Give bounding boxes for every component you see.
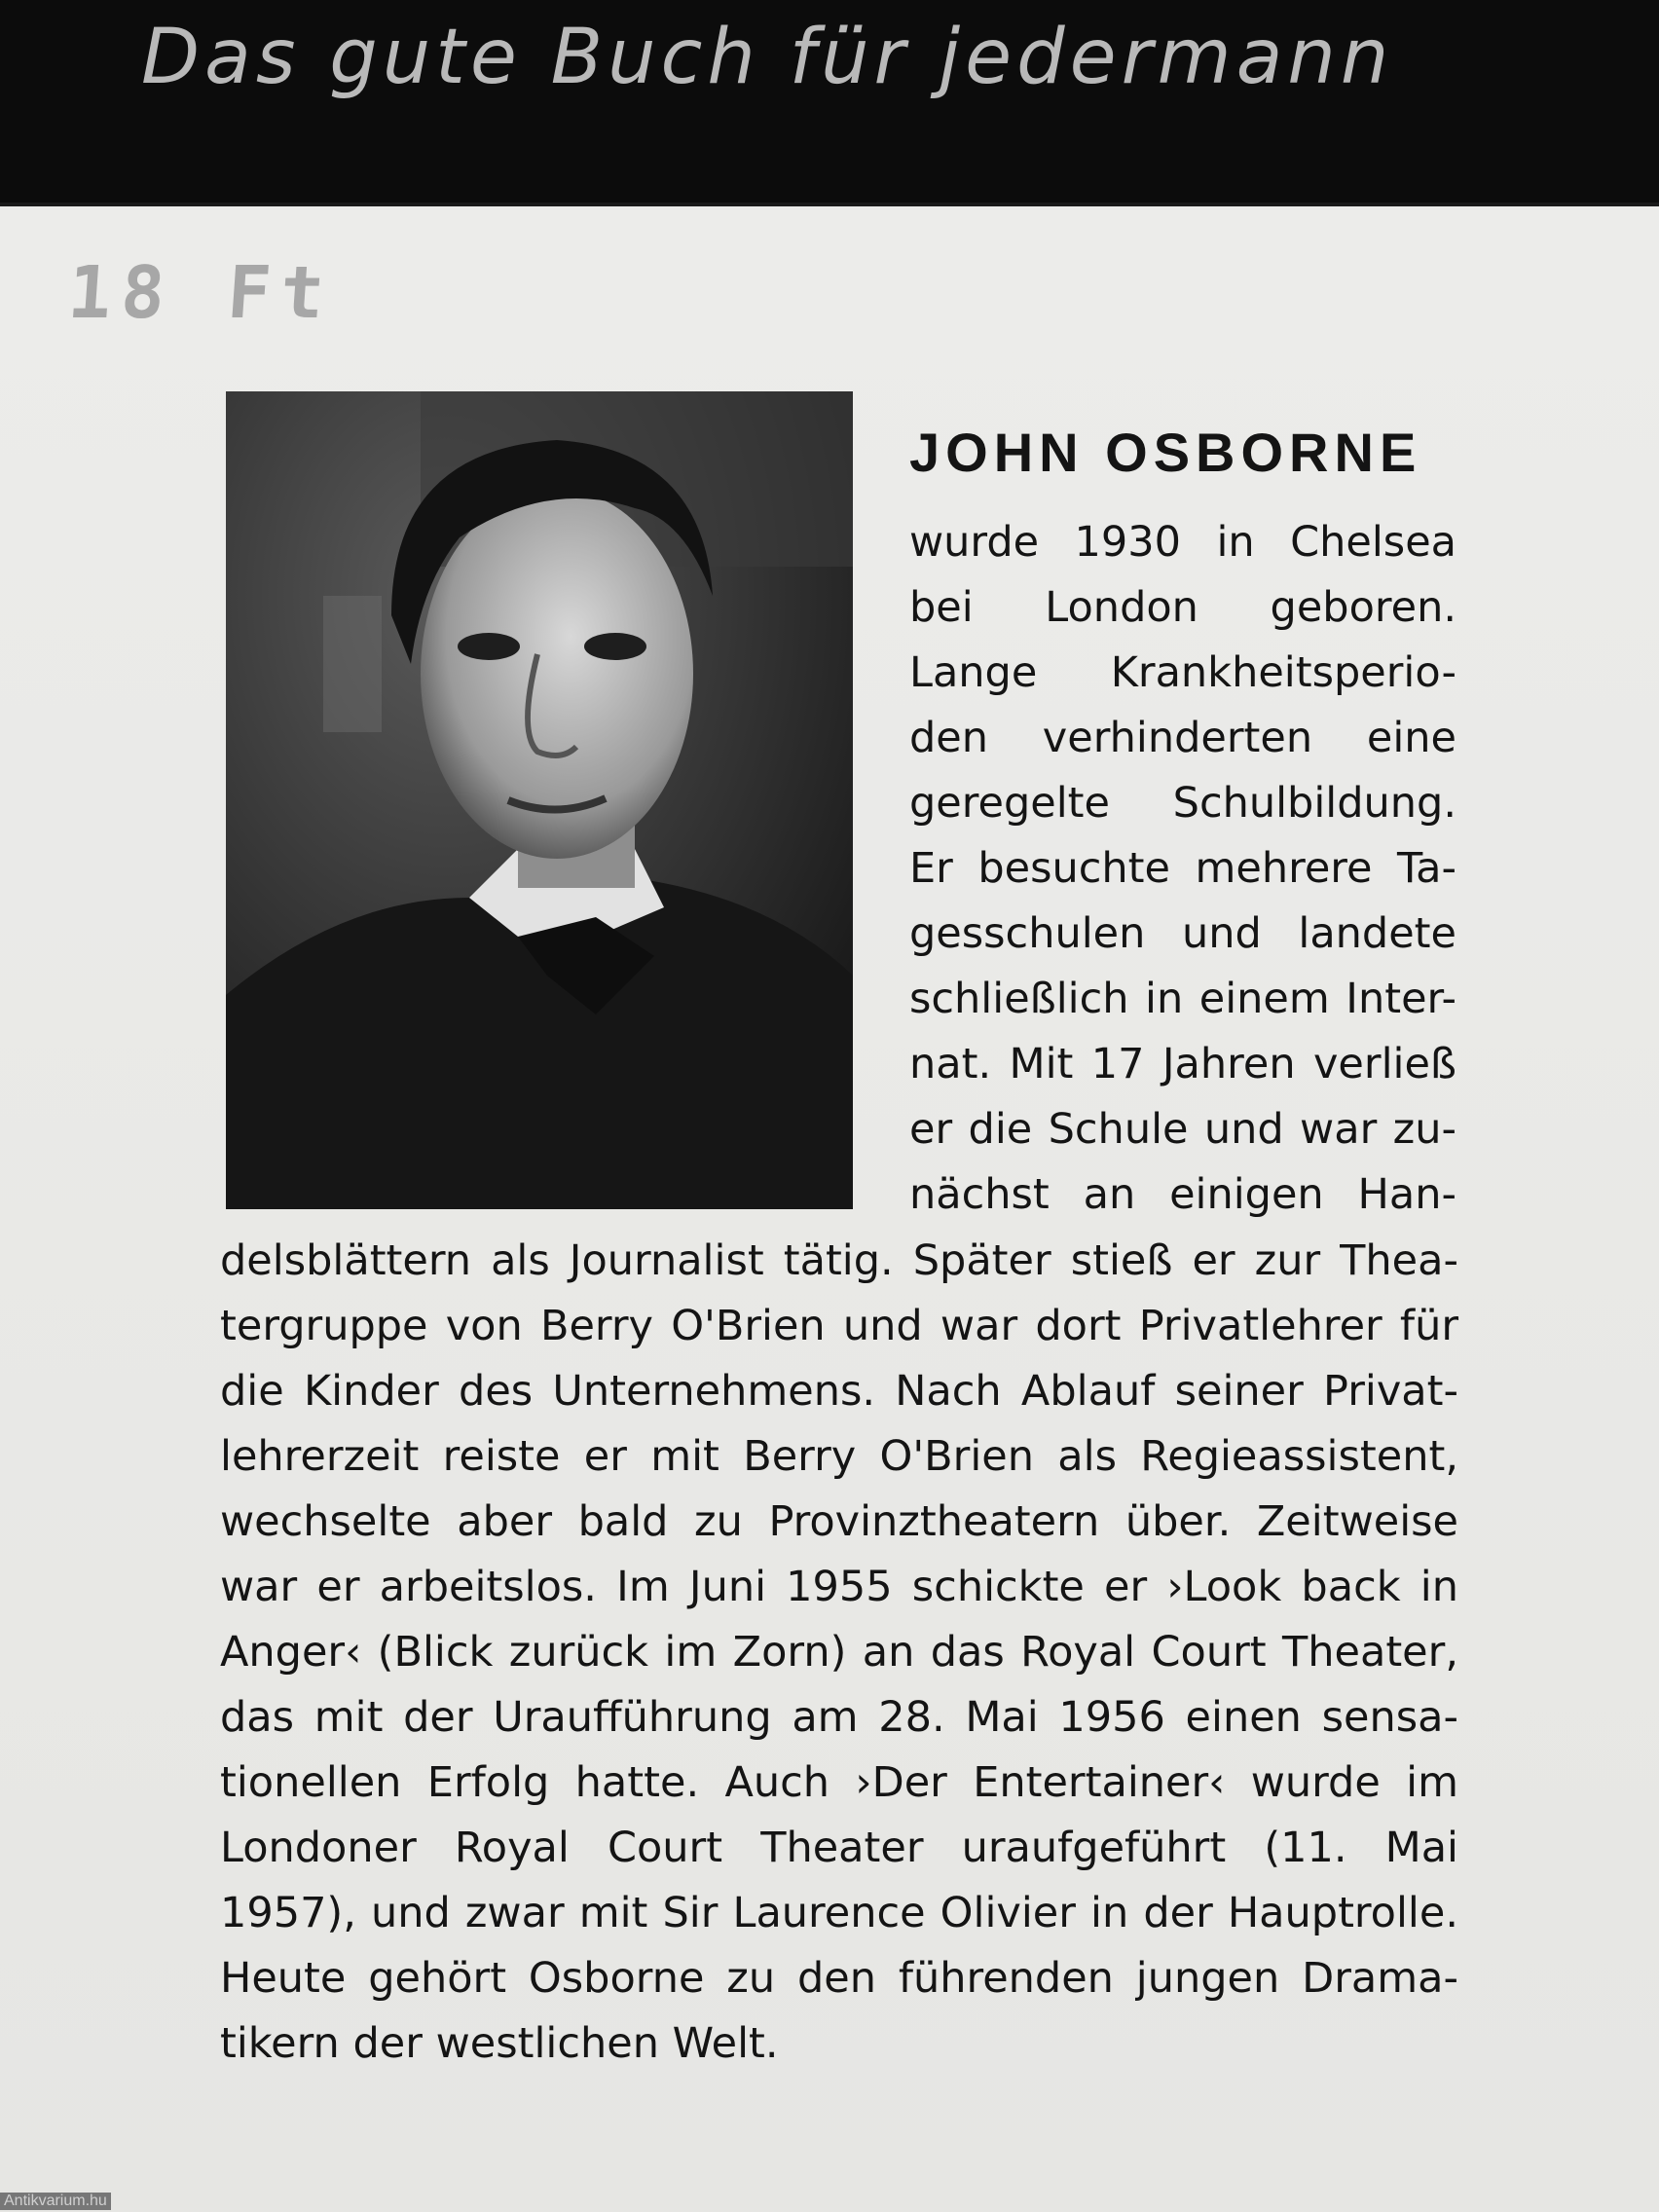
price-stamp: 18 Ft <box>64 251 337 335</box>
author-portrait <box>226 391 853 1209</box>
series-title: Das gute Buch für jedermann <box>141 14 1394 101</box>
biography-text-top: wurde 1930 in Chelsea bei London geboren. Lange Krankheitsperio- den verhinderten eine geregelte Schulbildung. Er besuchte mehrere Ta- gesschulen und landete schließlich in einem Inter- nat. Mit 17 Jahren verließ er die Schule und war zu- nächst an einigen Han- <box>909 518 1456 1219</box>
biography-text-end: tikern der westlichen Welt. <box>220 2019 779 2068</box>
series-banner <box>0 0 1659 206</box>
portrait-photo-icon <box>226 391 853 1209</box>
biography-text-bottom: delsblättern als Journalist tätig. Später stieß er zur Thea- tergruppe von Berry O'Brien und war dort Privatlehrer für die Kinder des Unternehmens. Nach Ablauf seiner Privat- lehrerzeit reiste er mit Berry O'Brien als Regieassistent, wechselte aber bald zu Provinztheatern über. Zeitweise war er arbeitslos. Im Juni 1955 schickte er ›Look back in Anger‹ (Blick zurück im Zorn) an das Royal Court Theater, das mit der Uraufführung am 28. Mai 1956 einen sensa- tionellen Erfolg hatte. Auch ›Der Entertainer‹ wurde im Londoner Royal Court Theater uraufgeführt (11. Mai 1957), und zwar mit Sir Laurence Olivier in der Hauptrolle. Heute gehört Osborne zu den führenden jungen Drama- <box>220 1236 1458 2003</box>
author-name: JOHN OSBORNE <box>909 422 1422 483</box>
watermark-logo: Antikvarium.hu <box>0 2193 111 2210</box>
